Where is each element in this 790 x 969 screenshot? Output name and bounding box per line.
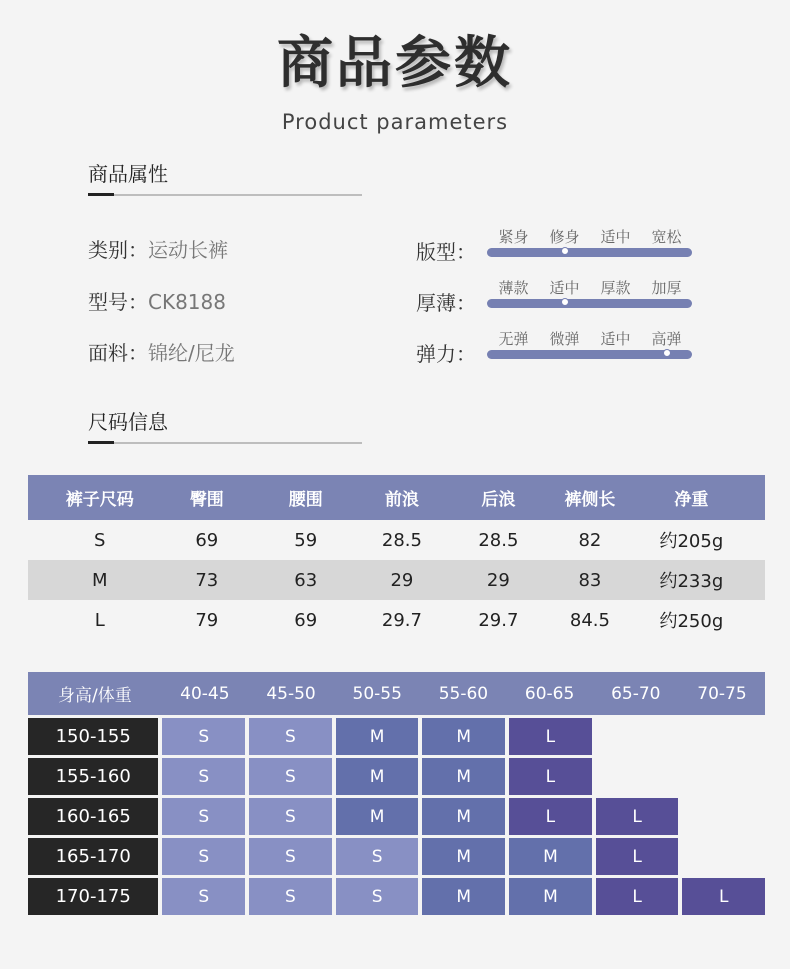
fit-grid-row: [28, 798, 765, 835]
table-row: [28, 520, 765, 560]
size-cell: S: [249, 718, 332, 755]
size-cell: M: [422, 838, 505, 875]
attr-key: 型号：: [88, 290, 148, 314]
table-cell: 73: [171, 560, 242, 600]
table-cell: 29: [369, 560, 434, 600]
scale-option: 厚款: [600, 279, 631, 297]
height-cell: 165-170: [28, 838, 158, 875]
size-cell: L: [596, 798, 679, 835]
size-cell: L: [509, 718, 592, 755]
scale-bar: [487, 299, 692, 308]
scale-indicator: [561, 247, 569, 255]
fit-grid-row: [28, 838, 765, 875]
column-header: 净重: [618, 475, 765, 520]
scale-option: 适中: [600, 330, 631, 348]
column-header: 前浪: [369, 475, 434, 520]
size-cell: S: [162, 718, 245, 755]
column-header: 腰围: [242, 475, 369, 520]
size-cell: M: [509, 838, 592, 875]
size-cell: [596, 718, 679, 755]
column-header: 裤子尺码: [28, 475, 171, 520]
table-row: [28, 600, 765, 640]
size-cell: L: [509, 758, 592, 795]
attr-model: [88, 286, 226, 315]
section-divider: [88, 442, 362, 444]
weight-header: 50-55: [352, 683, 402, 704]
size-cell: S: [162, 838, 245, 875]
table-cell: 69: [195, 529, 219, 551]
weight-header: 60-65: [524, 683, 575, 704]
size-cell: S: [336, 838, 419, 875]
table-cell: 63: [242, 560, 369, 600]
scale-option: 适中: [549, 279, 580, 297]
attr-fabric: [88, 337, 235, 366]
table-cell: S: [94, 529, 106, 551]
scale-bar: [487, 248, 692, 257]
scale-option: 修身: [549, 228, 580, 246]
size-cell: M: [336, 798, 419, 835]
attr-key: 类别：: [88, 238, 148, 262]
table-cell: 69: [294, 609, 318, 631]
size-cell: S: [249, 838, 332, 875]
size-cell: M: [509, 878, 592, 915]
size-cell: S: [249, 798, 332, 835]
page-subtitle: Product parameters: [281, 110, 509, 134]
size-cell: [596, 758, 679, 795]
fit-grid-corner: 身高/体重: [58, 686, 132, 706]
table-cell: 59: [294, 529, 318, 551]
size-cell: L: [509, 798, 592, 835]
table-cell: 28.5: [478, 529, 519, 551]
table-cell: L: [94, 609, 105, 631]
table-cell: 29.7: [381, 609, 422, 631]
attributes-section-heading: [88, 160, 362, 196]
weight-header: 65-70: [611, 683, 661, 704]
scale-option: 高弹: [651, 330, 682, 348]
table-cell: 84.5: [569, 609, 610, 631]
size-cell: [682, 838, 765, 875]
scale-option: 无弹: [498, 330, 529, 348]
table-cell: 29.7: [478, 609, 519, 631]
size-cell: S: [249, 758, 332, 795]
table-cell: 约233g: [618, 560, 765, 600]
fit-grid-header: [28, 672, 765, 715]
weight-header: 45-50: [266, 683, 316, 704]
scale-option: 宽松: [651, 228, 682, 246]
table-cell: 83: [562, 560, 618, 600]
height-cell: 160-165: [28, 798, 158, 835]
size-cell: M: [422, 758, 505, 795]
size-cell: M: [336, 758, 419, 795]
size-cell: S: [336, 878, 419, 915]
section-label: 尺码信息: [88, 410, 168, 434]
column-header: 裤侧长: [562, 475, 618, 520]
fit-grid-row: [28, 758, 765, 795]
scale-indicator: [663, 349, 671, 357]
table-cell: 28.5: [381, 529, 422, 551]
height-cell: 150-155: [28, 718, 158, 755]
size-cell: [682, 798, 765, 835]
section-label: 商品属性: [88, 162, 168, 186]
scale-bar: [487, 350, 692, 359]
table-cell: 79: [195, 609, 219, 631]
scale-option: 微弹: [549, 330, 580, 348]
size-cell: L: [682, 878, 765, 915]
table-cell: 29: [435, 560, 563, 600]
column-header: 臀围: [171, 475, 242, 520]
table-cell: 约205g: [659, 531, 724, 552]
attr-value: 锦纶/尼龙: [148, 341, 235, 365]
fit-grid-row: [28, 878, 765, 915]
size-cell: S: [249, 878, 332, 915]
table-cell: 82: [578, 529, 602, 551]
size-cell: M: [422, 798, 505, 835]
height-cell: 170-175: [28, 878, 158, 915]
page-title: 商品参数: [277, 31, 513, 96]
attr-value: CK8188: [148, 290, 226, 314]
size-cell: S: [162, 798, 245, 835]
scale-key: 弹力：: [416, 342, 476, 366]
size-cell: [682, 758, 765, 795]
section-divider: [88, 194, 362, 196]
weight-header: 55-60: [438, 683, 489, 704]
column-header: 后浪: [435, 475, 563, 520]
scale-indicator: [561, 298, 569, 306]
size-table: [28, 475, 765, 640]
scale-option: 紧身: [498, 228, 529, 246]
size-section-heading: [88, 408, 362, 444]
scale-key: 版型：: [416, 240, 476, 264]
weight-header: 40-45: [180, 683, 230, 704]
table-cell: M: [28, 560, 171, 600]
size-table-header: [28, 475, 765, 520]
fit-grid-row: [28, 718, 765, 755]
scale-option: 适中: [600, 228, 631, 246]
size-cell: L: [596, 878, 679, 915]
scale-key: 厚薄：: [416, 291, 476, 315]
weight-header: 70-75: [697, 683, 747, 704]
size-cell: S: [162, 758, 245, 795]
attr-value: 运动长裤: [148, 238, 228, 262]
table-row: [28, 560, 765, 600]
attr-key: 面料：: [88, 341, 148, 365]
attr-category: [88, 234, 228, 263]
size-cell: M: [422, 878, 505, 915]
scale-option: 薄款: [498, 279, 529, 297]
table-cell: 约250g: [659, 611, 724, 632]
size-cell: S: [162, 878, 245, 915]
height-cell: 155-160: [28, 758, 158, 795]
size-cell: M: [422, 718, 505, 755]
size-cell: M: [336, 718, 419, 755]
size-cell: L: [596, 838, 679, 875]
size-cell: [682, 718, 765, 755]
scale-option: 加厚: [651, 279, 682, 297]
size-fit-grid: [28, 672, 765, 915]
